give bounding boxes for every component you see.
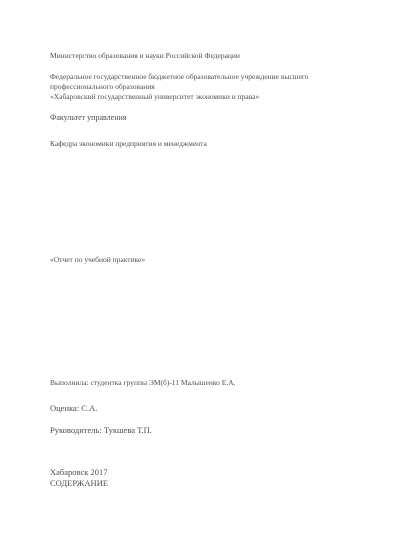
institution-line-3: «Хабаровский государственный университет экономики и права» <box>50 92 260 101</box>
supervisor-line: Руководитель: Тукшева Т.П. <box>50 425 152 435</box>
code-line: СОДЕРЖАНИЕ <box>50 478 109 488</box>
ministry-line: Министерство образования и науки Российской Федерации <box>50 51 240 60</box>
faculty-line: Факультет управления <box>50 113 127 122</box>
grade-line: Оценка: С.А. <box>50 403 98 413</box>
institution-line-2: профессионального образования <box>50 82 155 91</box>
department-line: Кафедра экономики предприятия и менеджмента <box>50 139 207 148</box>
institution-line-1: Федеральное государственное бюджетное образовательное учреждение высшего <box>50 72 309 81</box>
report-title: «Отчет по учебной практике» <box>50 255 146 264</box>
city-year-line: Хабаровск 2017 <box>50 467 108 477</box>
performed-by-line: Выполнила: студентка группы ЭМ(б)-11 Малышенко Е.А. <box>50 378 236 387</box>
